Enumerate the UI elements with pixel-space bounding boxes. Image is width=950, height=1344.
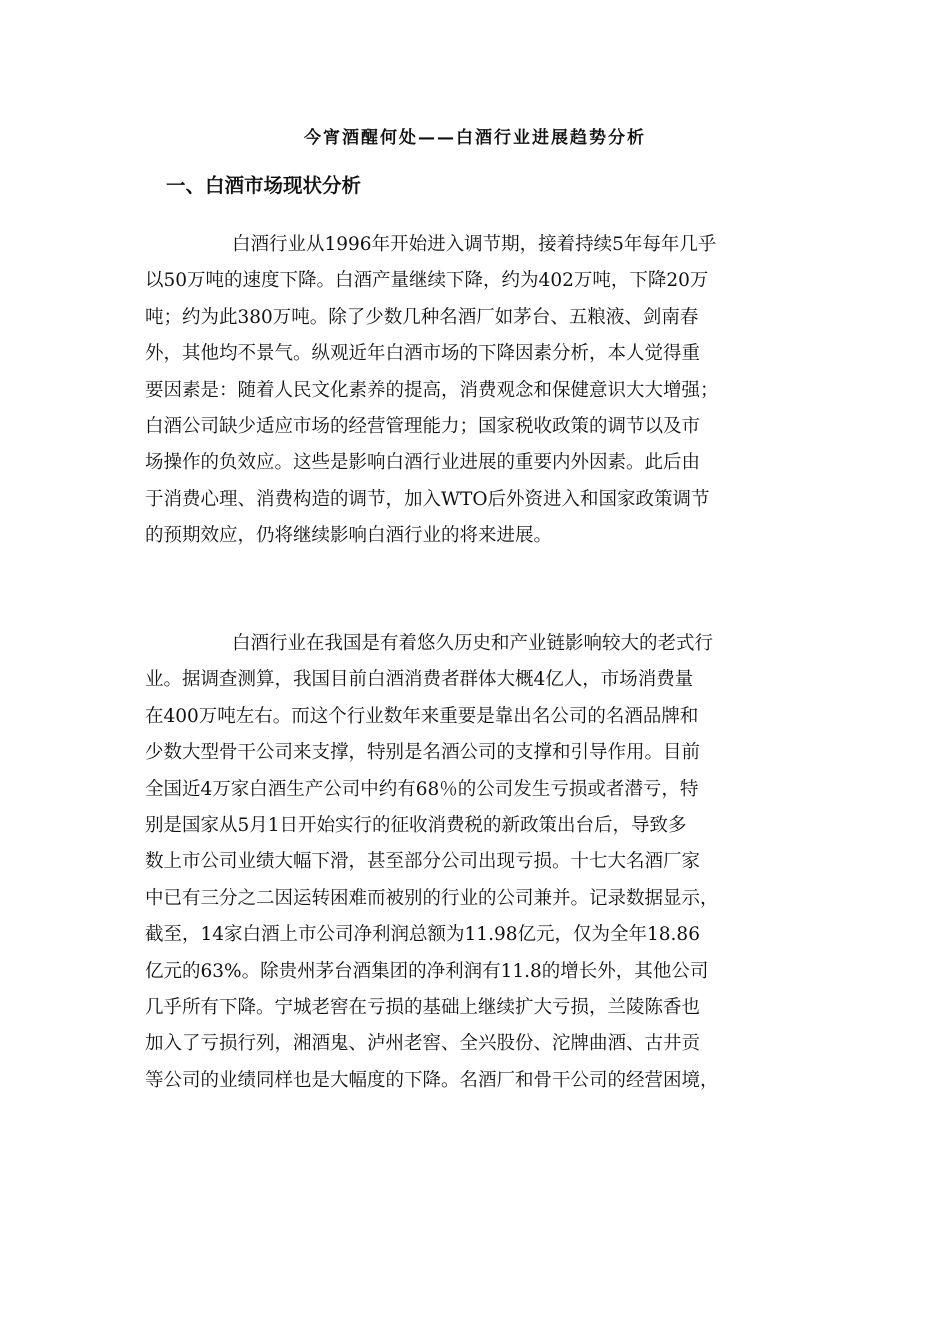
paragraph-line: 截至，14家白酒上市公司净利润总额为11.98亿元，仅为全年18.86 (145, 924, 700, 946)
paragraph-line: 白酒行业在我国是有着悠久历史和产业链影响较大的老式行 (232, 633, 714, 654)
paragraph-line: 在400万吨左右。而这个行业数年来重要是靠出名公司的名酒品牌和 (145, 705, 699, 727)
paragraph-line: 少数大型骨干公司来支撑，特别是名酒公司的支撑和引导作用。目前 (145, 742, 701, 764)
paragraph-line: 几乎所有下降。宁城老窖在亏损的基础上继续扩大亏损，兰陵陈香也 (145, 997, 701, 1019)
paragraph-line: 吨；约为此380万吨。除了少数几种名酒厂如茅台、五粮液、剑南春 (145, 306, 699, 328)
paragraph-line: 加入了亏损行列，湘酒鬼、泸州老窖、全兴股份、沱牌曲酒、古井贡 (145, 1033, 701, 1055)
paragraph-line: 全国近4万家白酒生产公司中约有68％的公司发生亏损或者潜亏，特 (145, 778, 699, 800)
document-title: 今宵酒醒何处——白酒行业进展趋势分析 (304, 128, 646, 148)
paragraph-line: 白酒公司缺少适应市场的经营管理能力；国家税收政策的调节以及市 (145, 416, 701, 438)
paragraph-line: 场操作的负效应。这些是影响白酒行业进展的重要内外因素。此后由 (145, 452, 701, 474)
paragraph-line: 别是国家从5月1日开始实行的征收消费税的新政策出台后，导致多 (145, 815, 687, 837)
paragraph-line: 亿元的63%。除贵州茅台酒集团的净利润有11.8的增长外，其他公司 (145, 960, 709, 982)
paragraph-line: 等公司的业绩同样也是大幅度的下降。名酒厂和骨干公司的经营困境， (145, 1069, 719, 1091)
paragraph-line: 外，其他均不景气。纵观近年白酒市场的下降因素分析，本人觉得重 (145, 343, 701, 365)
paragraph-line: 要因素是：随着人民文化素养的提高，消费观念和保健意识大大增强； (145, 379, 719, 401)
section-heading: 一、白酒市场现状分析 (166, 174, 362, 197)
paragraph-2 (145, 626, 810, 1099)
paragraph-line: 中已有三分之二因运转困难而被别的行业的公司兼并。记录数据显示， (145, 887, 719, 909)
paragraph-line: 于消费心理、消费构造的调节，加入WTO后外资进入和国家政策调节 (145, 488, 710, 510)
paragraph-line: 白酒行业从1996年开始进入调节期，接着持续5年每年几乎 (232, 234, 717, 255)
paragraph-line: 的预期效应，仍将继续影响白酒行业的将来进展。 (145, 525, 553, 547)
paragraph-line: 以50万吨的速度下降。白酒产量继续下降，约为402万吨，下降20万 (145, 270, 709, 292)
paragraph-line: 数上市公司业绩大幅下滑，甚至部分公司出现亏损。十七大名酒厂家 (145, 851, 701, 873)
paragraph-1 (145, 227, 810, 555)
paragraph-line: 业。据调查测算，我国目前白酒消费者群体大概4亿人，市场消费量 (145, 669, 694, 691)
